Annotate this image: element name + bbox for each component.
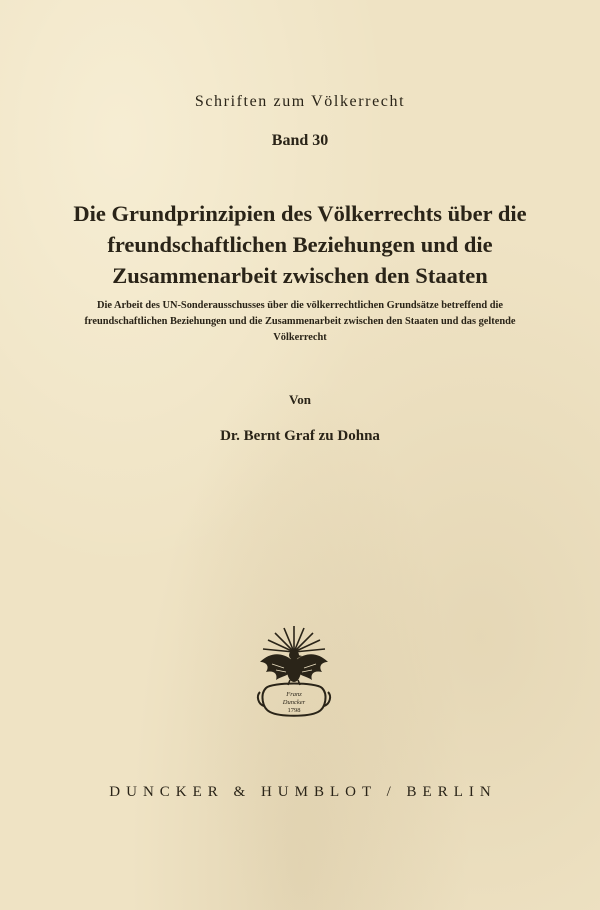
eagle-emblem-icon <box>252 622 336 722</box>
publisher-logo <box>252 622 336 722</box>
book-subtitle: Die Arbeit des UN-Sonderausschusses über die völkerrechtlichen Grundsätze betreffend die freundschaftlichen Beziehungen und die Zusammenarbeit zwischen den Staaten und das geltende Völkerrecht <box>84 300 516 343</box>
series-title: Schriften zum Völkerrecht <box>194 93 406 110</box>
book-title: Die Grundprinzipien des Völkerrechts über die freundschaftlichen Beziehungen und die Zusammenarbeit zwischen den Staaten <box>73 201 527 288</box>
author-name: Dr. Bernt Graf zu Dohna <box>220 428 380 444</box>
publisher-name: DUNCKER & HUMBLOT / BERLIN <box>109 784 497 800</box>
svg-text:Duncker: Duncker <box>282 699 306 706</box>
by-label: Von <box>289 392 311 407</box>
svg-text:Franz: Franz <box>286 691 302 698</box>
svg-text:1798: 1798 <box>287 707 301 714</box>
volume-number: Band 30 <box>271 132 329 149</box>
